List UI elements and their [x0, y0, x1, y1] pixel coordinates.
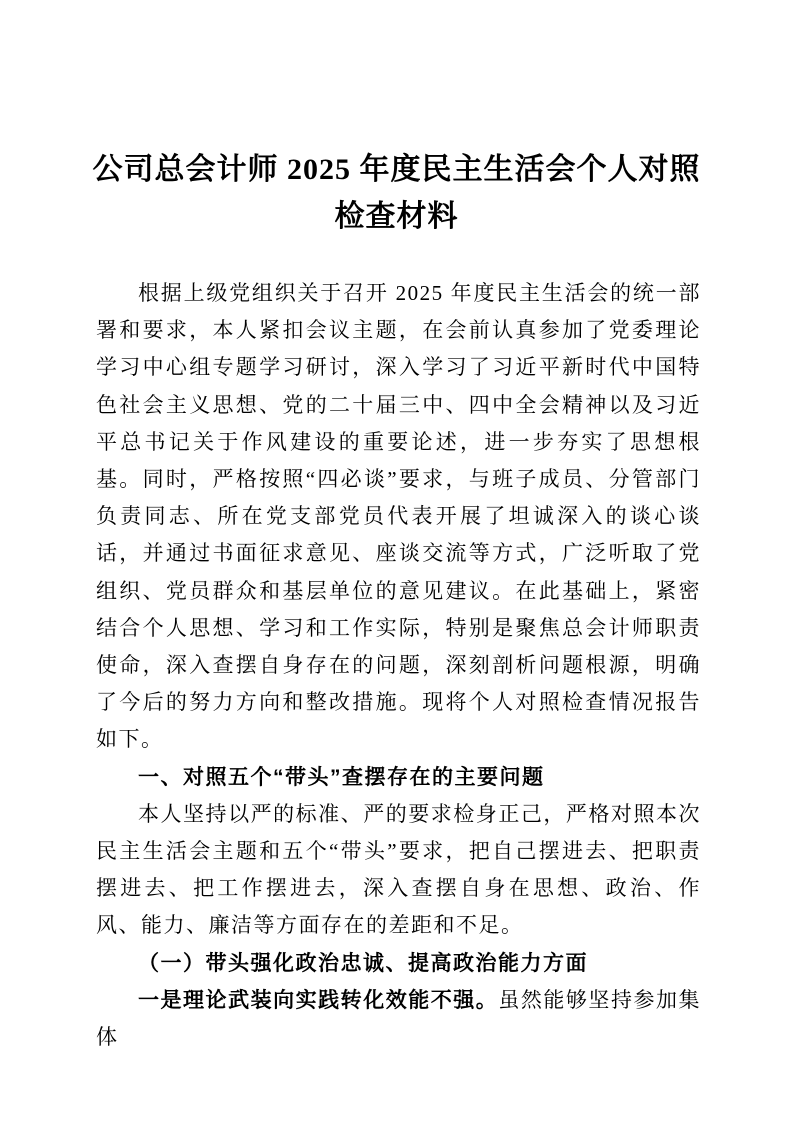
document-body	[96, 275, 701, 1056]
document-title	[56, 146, 737, 240]
section-1-heading: 一、对照五个“带头”查摆存在的主要问题	[138, 765, 545, 789]
issue-1-paragraph	[96, 982, 701, 1056]
section-1-overview-paragraph: 本人坚持以严的标准、严的要求检身正己，严格对照本次民主生活会主题和五个“带头”要求，把自己摆进去、把职责摆进去、把工作摆进去，深入查摆自身在思想、政治、作风、能力、廉洁等方面存在的差距和不足。	[96, 801, 701, 938]
intro-paragraph: 根据上级党组织关于召开 2025 年度民主生活会的统一部署和要求，本人紧扣会议主题，在会前认真参加了党委理论学习中心组专题学习研讨，深入学习了习近平新时代中国特色社会主义思想、党的二十届三中、四中全会精神以及习近平总书记关于作风建设的重要论述，进一步夯实了思想根基。同时，严格按照“四必谈”要求，与班子成员、分管部门负责同志、所在党支部党员代表开展了坦诚深入的谈心谈话，并通过书面征求意见、座谈交流等方式，广泛听取了党组织、党员群众和基层单位的意见建议。在此基础上，紧密结合个人思想、学习和工作实际，特别是聚焦总会计师职责使命，深入查摆自身存在的问题，深刻剖析问题根源，明确了今后的努力方向和整改措施。现将个人对照检查情况报告如下。	[96, 281, 701, 752]
document-title-line-1: 公司总会计师 2025 年度民主生活会个人对照	[92, 153, 701, 186]
issue-1-lead: 一是理论武装向实践转化效能不强。	[138, 987, 499, 1012]
issue-1-text: 虽然能够坚持参加集体	[96, 987, 702, 1050]
document-title-line-2: 检查材料	[334, 200, 459, 233]
subsection-1-1-heading: （一）带头强化政治忠诚、提高政治能力方面	[138, 950, 588, 975]
